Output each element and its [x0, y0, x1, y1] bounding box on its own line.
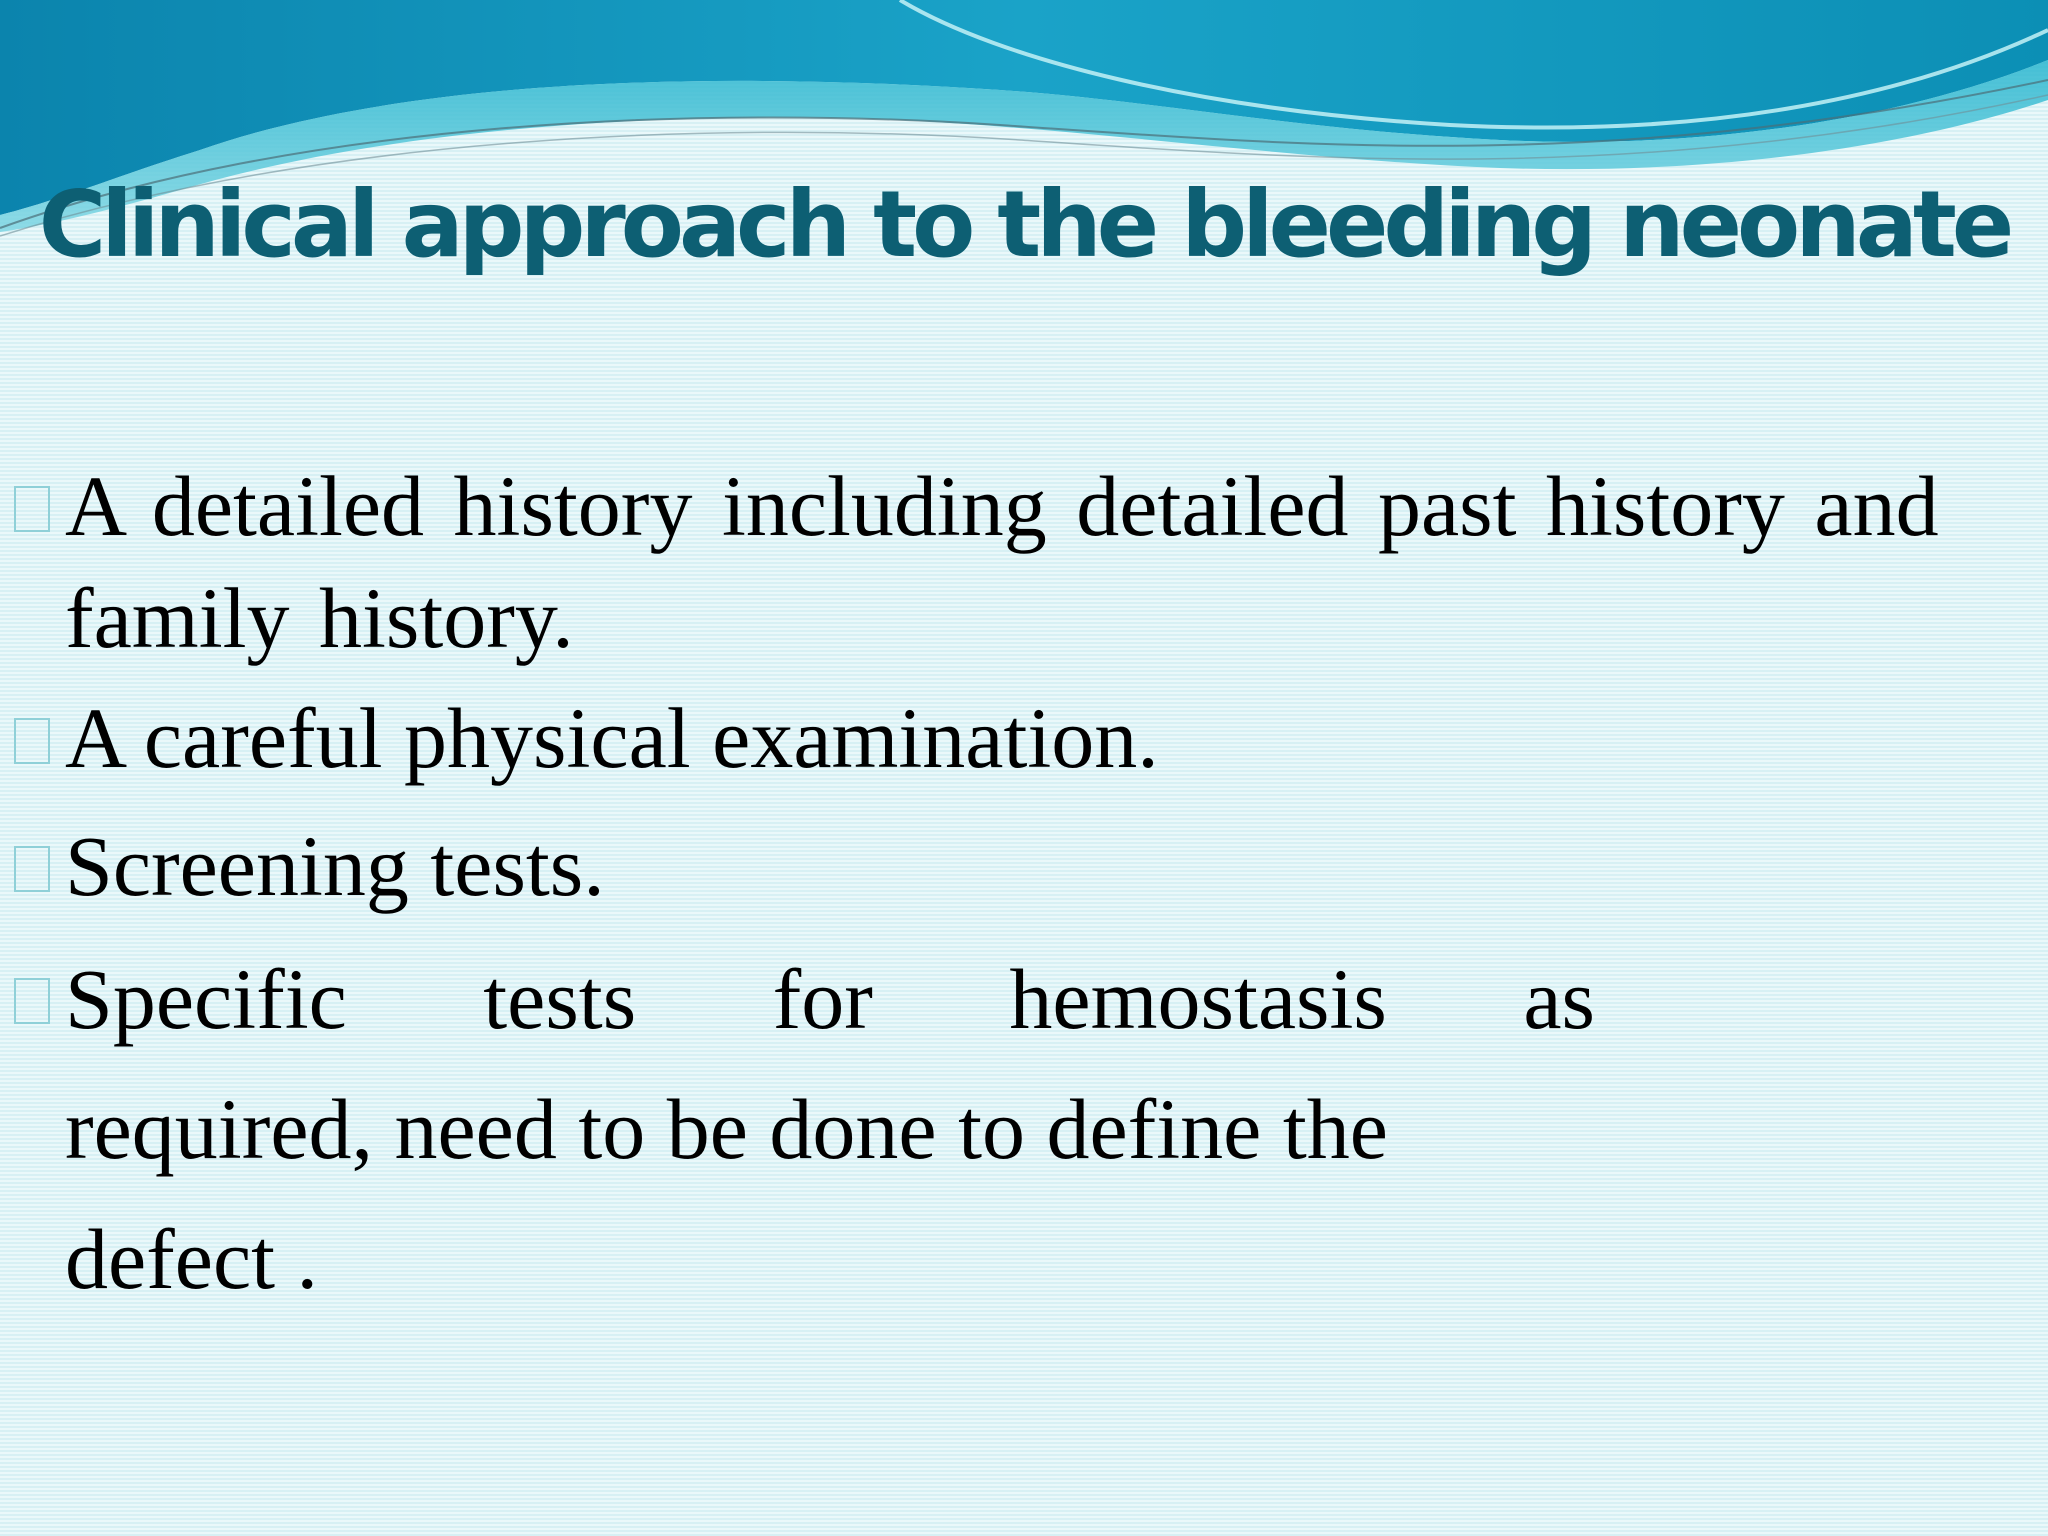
bullet-list	[10, 450, 2000, 1324]
bullet-box-icon	[14, 718, 50, 764]
bullet-word: Specific	[65, 951, 347, 1047]
bullet-text: A detailed history including detailed past history and family history.	[65, 458, 1939, 666]
bullet-item	[10, 682, 2000, 794]
bullet-text-line-1	[65, 934, 1595, 1064]
bullet-word: hemostasis	[1009, 951, 1387, 1047]
bullet-box-icon	[14, 486, 50, 532]
bullet-item	[10, 450, 2000, 674]
bullet-box-icon	[14, 978, 50, 1024]
bullet-word: as	[1523, 951, 1595, 1047]
bullet-text-line-3: defect .	[65, 1211, 319, 1307]
bullet-item	[10, 810, 2000, 922]
bullet-text: Screening tests.	[65, 818, 605, 914]
bullet-word: tests	[483, 951, 637, 1047]
bullet-word: for	[772, 951, 873, 1047]
bullet-text: A careful physical examination.	[65, 690, 1159, 786]
bullet-box-icon	[14, 846, 50, 892]
slide-title: Clinical approach to the bleeding neonate	[38, 171, 2010, 278]
bullet-text-line-2: required, need to be done to define the	[65, 1081, 1388, 1177]
bullet-item	[10, 934, 1595, 1324]
